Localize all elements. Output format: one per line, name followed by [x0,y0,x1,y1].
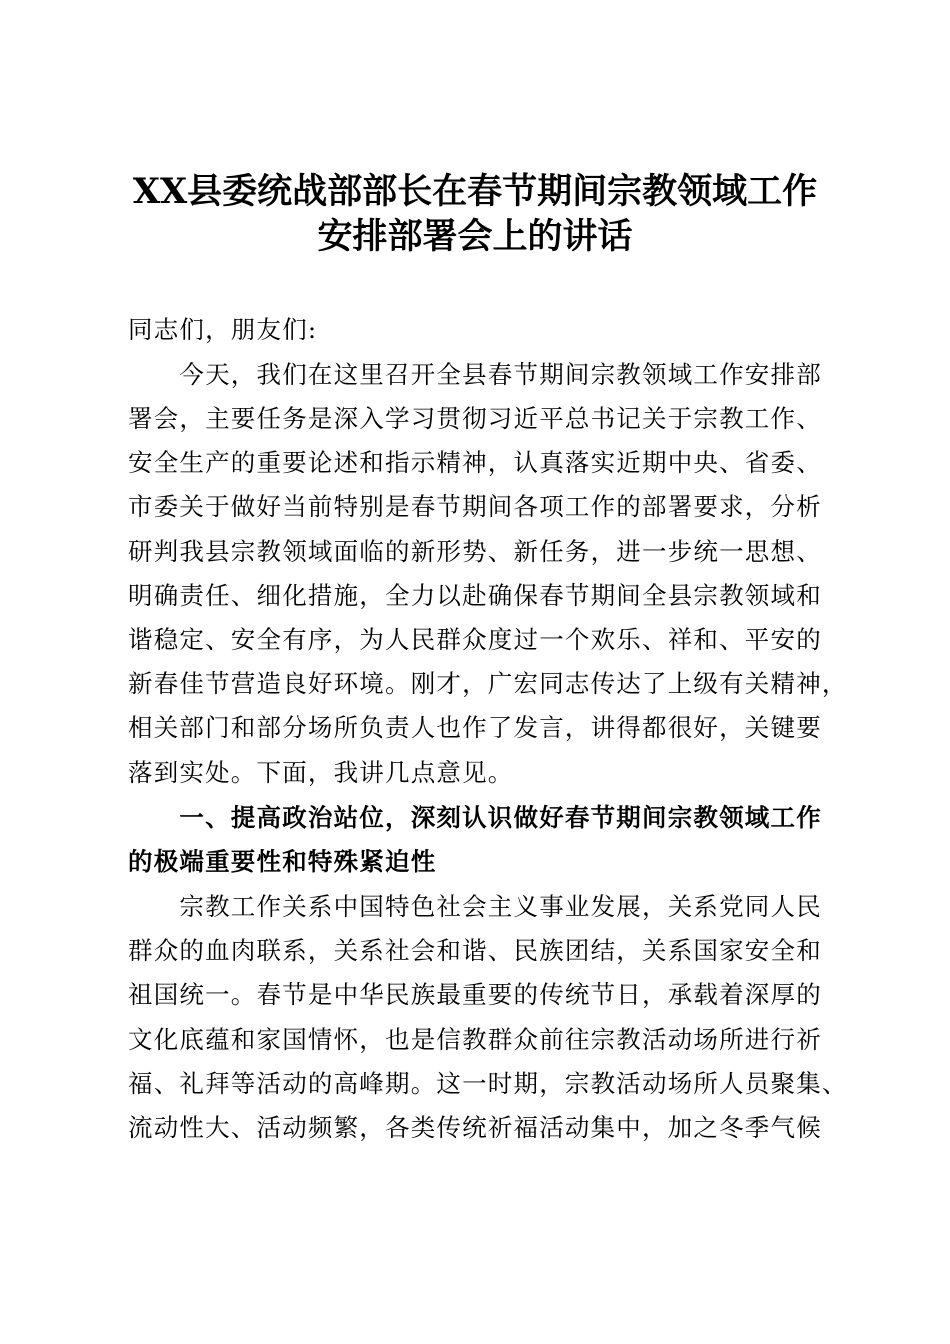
paragraph-1-line: 署会，主要任务是深入学习贯彻习近平总书记关于宗教工作、 [128,404,822,433]
paragraph-1-line: 安全生产的重要论述和指示精神，认真落实近期中央、省委、 [128,448,822,477]
paragraph-2-line: 文化底蕴和家国情怀，也是信教群众前往宗教活动场所进行祈 [128,1025,822,1054]
document-title-line-2: 安排部署会上的讲话 [317,216,633,257]
paragraph-1-line: 新春佳节营造良好环境。刚才，广宏同志传达了上级有关精神， [128,669,848,698]
paragraph-1-line: 明确责任、细化措施，全力以赴确保春节期间全县宗教领域和 [128,581,822,610]
paragraph-1-line: 相关部门和部分场所负责人也作了发言，讲得都很好，关键要 [128,713,822,742]
section-heading-1-line: 一、提高政治站位，深刻认识做好春节期间宗教领域工作 [128,803,822,832]
section-heading-1-line: 的极端重要性和特殊紧迫性 [128,847,437,876]
paragraph-2-line: 祖国统一。春节是中华民族最重要的传统节日，承载着深厚的 [128,980,822,1009]
paragraph-1-line: 研判我县宗教领域面临的新形势、新任务，进一步统一思想、 [128,537,822,566]
paragraph-1-line: 落到实处。下面，我讲几点意见。 [128,758,514,787]
paragraph-1-line: 谐稳定、安全有序，为人民群众度过一个欢乐、祥和、平安的 [128,625,822,654]
paragraph-2-line: 宗教工作关系中国特色社会主义事业发展，关系党同人民 [128,892,822,921]
paragraph-1-line: 今天，我们在这里召开全县春节期间宗教领域工作安排部 [128,360,822,389]
salutation: 同志们，朋友们: [128,315,318,344]
paragraph-2-line: 群众的血肉联系，关系社会和谐、民族团结，关系国家安全和 [128,936,822,965]
paragraph-2-line: 流动性大、活动频繁，各类传统祈福活动集中，加之冬季气候 [128,1113,822,1142]
paragraph-1-line: 市委关于做好当前特别是春节期间各项工作的部署要求，分析 [128,492,822,521]
paragraph-2-line: 福、礼拜等活动的高峰期。这一时期，宗教活动场所人员聚集、 [128,1069,848,1098]
document-title-line-1: XX县委统战部部长在春节期间宗教领域工作 [132,171,818,212]
